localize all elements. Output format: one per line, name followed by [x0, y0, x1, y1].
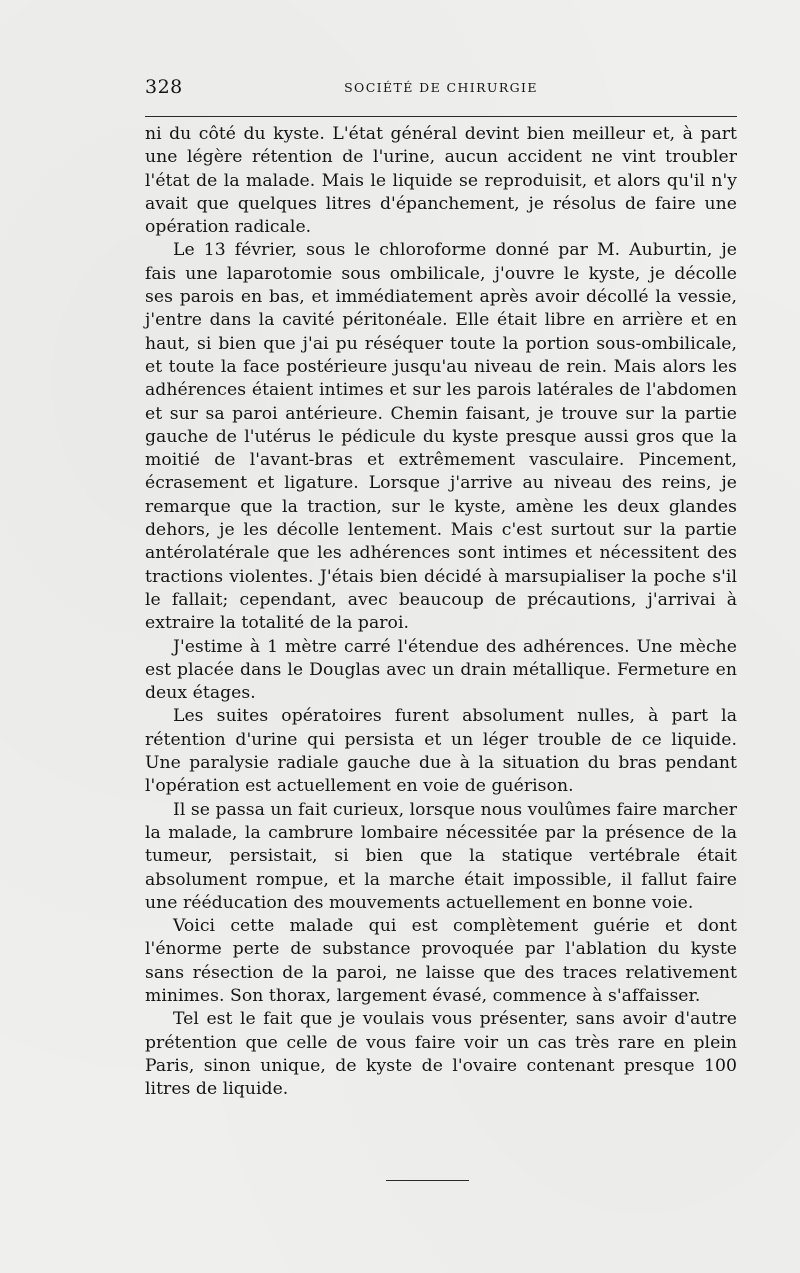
running-title: SOCIÉTÉ DE CHIRURGIE — [344, 80, 538, 95]
paragraph: Il se passa un fait curieux, lorsque nous voulûmes faire marcher la malade, la cambrure lombaire nécessitée par la présence de la tumeur, persistait, si bien que la statique vertébrale était absolument rompue, et la marche était impossible, il fallut faire une rééducation des mouvements actuellement en bonne voie. — [145, 799, 737, 913]
paragraph: Les suites opératoires furent absolument nulles, à part la rétention d'urine qui persista et un léger trouble de ce liquide. Une paralysie radiale gauche due à la situation du bras pendant l'opération est actuellement en voie de guérison. — [145, 706, 737, 797]
body-text — [145, 123, 737, 1101]
paragraph: J'estime à 1 mètre carré l'étendue des adhérences. Une mèche est placée dans le Douglas avec un drain métallique. Fermeture en deux étages. — [145, 636, 737, 704]
section-end-rule — [386, 1180, 469, 1181]
page-header — [145, 76, 737, 102]
page-number: 328 — [145, 76, 183, 98]
paragraph-continuation: ni du côté du kyste. L'état général devint bien meilleur et, à part une légère rétention de l'urine, aucun accident ne vint troubler l'état de la malade. Mais le liquide se reproduisit, et alors qu'il n'y avait que quelques litres d'épanchement, je résolus de faire une opération radicale. — [145, 124, 737, 238]
paragraph: Tel est le fait que je voulais vous présenter, sans avoir d'autre prétention que celle de vous faire voir un cas très rare en plein Paris, sinon unique, de kyste de l'ovaire contenant presque 100 litres de liquide. — [145, 1009, 737, 1100]
header-rule — [145, 116, 737, 117]
paragraph: Le 13 février, sous le chloroforme donné par M. Auburtin, je fais une laparotomie sous ombilicale, j'ouvre le kyste, je décolle ses parois en bas, et immédiatement après avoir décollé la vessie, j'entre dans la cavité péritonéale. Elle était libre en arrière et en haut, si bien que j'ai pu réséquer toute la portion sous-ombilicale, et toute la face postérieure jusqu'au niveau de rein. Mais alors les adhérences étaient intimes et sur les parois latérales de l'abdomen et sur sa paroi antérieure. Chemin faisant, je trouve sur la partie gauche de l'utérus le pédicule du kyste presque aussi gros que la moitié de l'avant-bras et extrêmement vasculaire. Pincement, écrasement et ligature. Lorsque j'arrive au niveau des reins, je remarque que la traction, sur le kyste, amène les deux glandes dehors, je les décolle lentement. Mais c'est surtout sur la partie antérolatérale que les adhérences sont intimes et nécessitent des tractions violentes. J'étais bien décidé à marsupialiser la poche s'il le fallait; cependant, avec beaucoup de précautions, j'arrivai à extraire la totalité de la paroi. — [145, 240, 737, 634]
paragraph: Voici cette malade qui est complètement guérie et dont l'énorme perte de substance provoquée par l'ablation du kyste sans résection de la paroi, ne laisse que des traces relativement minimes. Son thorax, largement évasé, commence à s'affaisser. — [145, 916, 737, 1006]
